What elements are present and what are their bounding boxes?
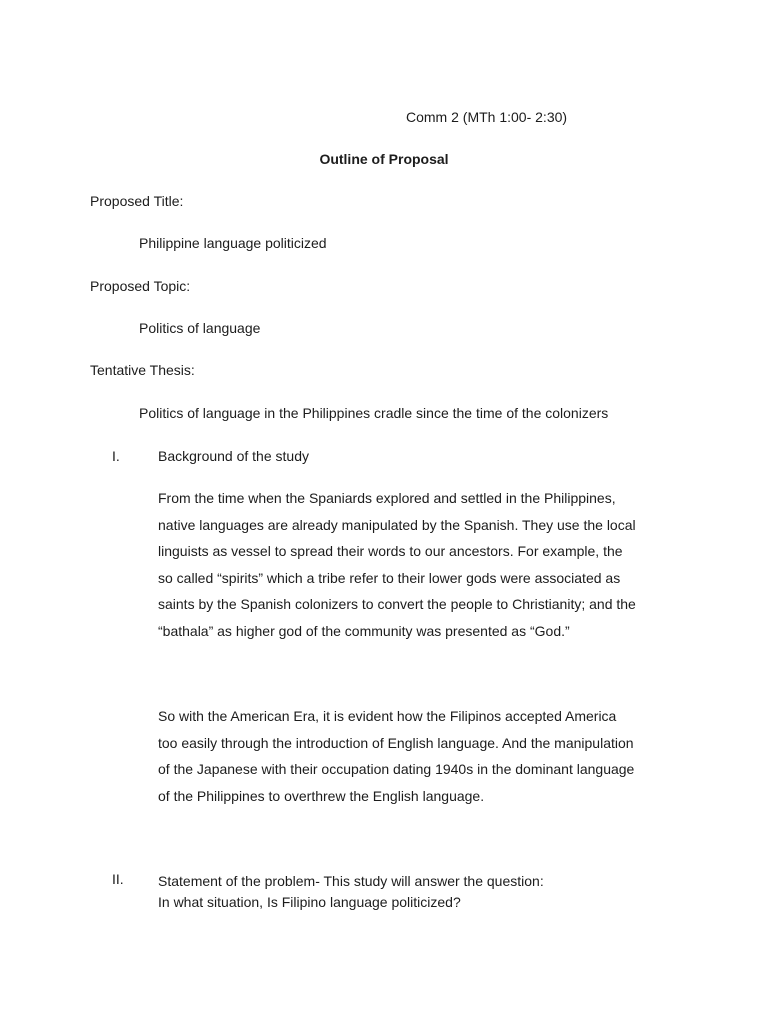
paragraph-line: From the time when the Spaniards explored and settled in the Philippines, <box>158 490 616 506</box>
paragraph-line: native languages are already manipulated by the Spanish. They use the local <box>158 516 636 533</box>
problem-statement <box>158 871 544 913</box>
paragraph-line: saints by the Spanish colonizers to convert the people to Christianity; and the <box>158 596 636 613</box>
tentative-thesis-value: Politics of language in the Philippines cradle since the time of the colonizers <box>139 405 609 421</box>
paragraph-line: so called “spirits” which a tribe refer to their lower gods were associated as <box>158 569 621 586</box>
background-paragraph-1 <box>158 485 678 645</box>
paragraph-line: So with the American Era, it is evident how the Filipinos accepted America <box>158 708 617 724</box>
section-heading: Background of the study <box>158 448 309 464</box>
background-paragraph-2 <box>158 703 678 809</box>
section-number: II. <box>112 871 124 887</box>
paragraph-line: of the Philippines to overthrew the English language. <box>158 787 485 804</box>
statement-line: Statement of the problem- This study will answer the question: <box>158 873 544 889</box>
proposed-title-value: Philippine language politicized <box>139 235 327 251</box>
statement-line: In what situation, Is Filipino language politicized? <box>158 894 461 910</box>
paragraph-line: “bathala” as higher god of the community was presented as “God.” <box>158 622 570 639</box>
paragraph-line: of the Japanese with their occupation dating 1940s in the dominant language <box>158 761 635 778</box>
tentative-thesis-label: Tentative Thesis: <box>90 362 195 378</box>
proposed-topic-label: Proposed Topic: <box>90 278 191 294</box>
page-title: Outline of Proposal <box>319 151 449 167</box>
section-number: I. <box>112 448 120 464</box>
course-info: Comm 2 (MTh 1:00- 2:30) <box>406 109 568 125</box>
proposed-title-label: Proposed Title: <box>90 193 184 209</box>
paragraph-line: too easily through the introduction of English language. And the manipulation <box>158 734 634 751</box>
proposed-topic-value: Politics of language <box>139 320 261 336</box>
paragraph-line: linguists as vessel to spread their words to our ancestors. For example, the <box>158 543 623 560</box>
